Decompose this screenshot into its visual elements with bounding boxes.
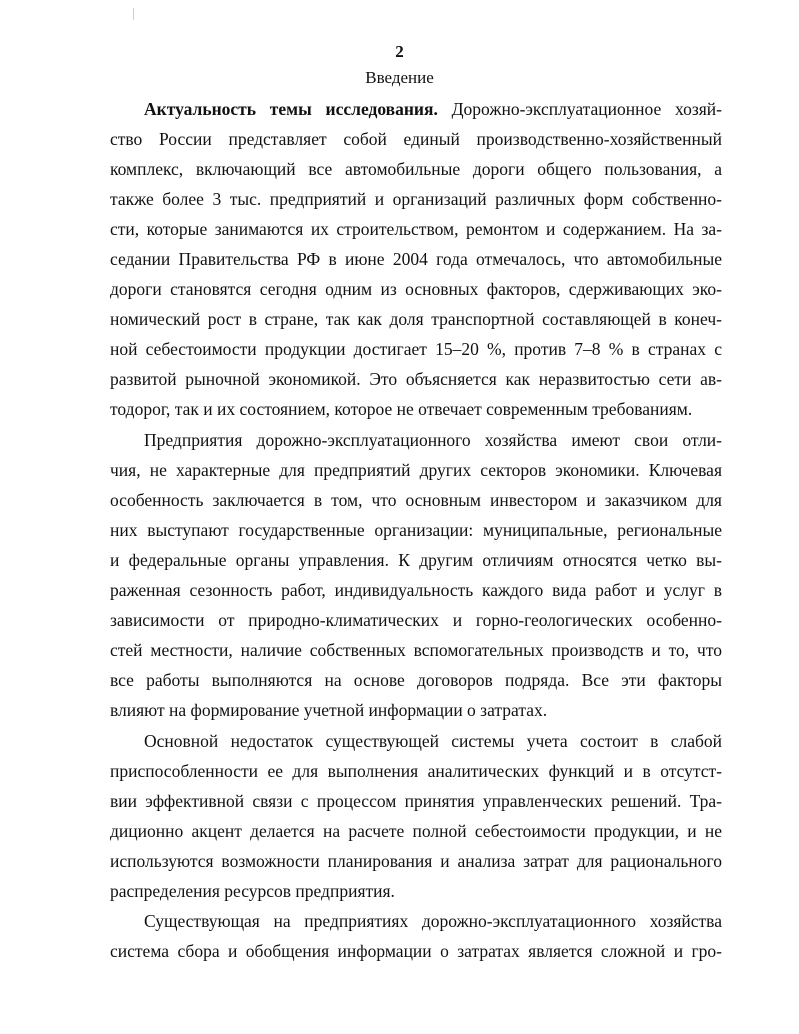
section-heading: Введение [365,68,434,87]
paragraph-lead-bold: Актуальность темы исследования. [144,99,438,119]
scan-artifact-line [133,8,134,20]
paragraph-line: диционно акцент делается на расчете полной себестоимости продукции, и не [110,821,722,841]
paragraph-line: седании Правительства РФ в июне 2004 года отмечалось, что автомобильные [110,249,722,269]
paragraph-line: номический рост в стране, так как доля транспортной составляющей в конеч- [110,309,722,329]
paragraph-line: чия, не характерные для предприятий других секторов экономики. Ключевая [110,460,722,480]
paragraph-line: тодорог, так и их состоянием, которое не отвечает современным требованиям. [110,399,693,419]
paragraph-line: вии эффективной связи с процессом принятия управленческих решений. Тра- [110,791,722,811]
paragraph-line: ство России представляет собой единый производственно-хозяйственный [110,129,722,149]
paragraph-line: развитой рыночной экономикой. Это объясняется как неразвитостью сети ав- [110,369,722,389]
paragraph-line: используются возможности планирования и анализа затрат для рационального [110,851,722,871]
paragraph-line: комплекс, включающий все автомобильные дороги общего пользования, а [110,159,722,179]
paragraph-line: Основной недостаток существующей системы учета состоит в слабой [144,731,722,751]
paragraph-line: ной себестоимости продукции достигает 15–20 %, против 7–8 % в странах с [110,339,722,359]
page-number: 2 [395,42,404,61]
paragraph-line: сти, которые занимаются их строительством, ремонтом и содержанием. На за- [110,219,722,239]
paragraph-line: зависимости от природно-климатических и горно-геологических особенно- [110,610,722,630]
paragraph-line: распределения ресурсов предприятия. [110,881,395,901]
paragraph-text: Дорожно-эксплуатационное хозяй- [437,99,723,119]
paragraph-line: дороги становятся сегодня одним из основных факторов, сдерживающих эко- [110,279,722,299]
paragraph-line: также более 3 тыс. предприятий и организаций различных форм собственно- [110,189,722,209]
paragraph-line: стей местности, наличие собственных вспомогательных производств и то, что [110,640,722,660]
paragraph-line: Существующая на предприятиях дорожно-эксплуатационного хозяйства [144,911,722,931]
paragraph-line: приспособленности ее для выполнения аналитических функций и в отсутст- [110,761,722,781]
paragraph-line: все работы выполняются на основе договоров подряда. Все эти факторы [110,670,722,690]
paragraph-line: раженная сезонность работ, индивидуальность каждого вида работ и услуг в [110,580,722,600]
paragraph-line: и федеральные органы управления. К другим отличиям относятся четко вы- [110,550,722,570]
paragraph-line: них выступают государственные организации: муниципальные, региональные [110,520,722,540]
paragraph-line: влияют на формирование учетной информации о затратах. [110,700,548,720]
paragraph-line [144,96,722,122]
paragraph-line: Предприятия дорожно-эксплуатационного хозяйства имеют свои отли- [144,430,722,450]
paragraph-line: система сбора и обобщения информации о затратах является сложной и гро- [110,941,722,961]
paragraph-line: особенность заключается в том, что основным инвестором и заказчиком для [110,490,722,510]
